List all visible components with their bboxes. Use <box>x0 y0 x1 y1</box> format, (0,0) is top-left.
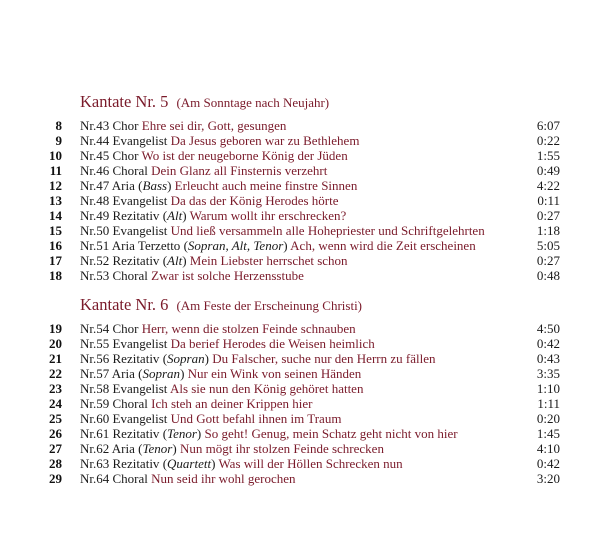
cantata-title: Kantate Nr. 6 <box>80 295 169 314</box>
voice-part: (Bass) <box>138 178 172 193</box>
movement-type: Chor <box>112 148 139 163</box>
track-description <box>80 411 341 426</box>
track-duration: 0:48 <box>536 268 560 283</box>
movement-type: Evangelist <box>112 133 168 148</box>
movement-number: Nr.54 <box>80 321 110 336</box>
movement-type: Evangelist <box>112 381 168 396</box>
movement-type: Rezitativ <box>112 456 160 471</box>
movement-number: Nr.64 <box>80 471 110 486</box>
movement-number: Nr.61 <box>80 426 110 441</box>
movement-text: Mein Liebster herrschet schon <box>189 253 348 268</box>
voice-name: Sopran <box>142 366 181 381</box>
movement-text: Und ließ versammeln alle Hohepriester und Schriftgelehrten <box>170 223 485 238</box>
track-list <box>0 118 599 283</box>
movement-type: Aria <box>111 441 135 456</box>
track-row <box>0 366 599 381</box>
track-description <box>80 238 476 253</box>
movement-type: Chor <box>112 321 139 336</box>
track-description <box>80 223 485 238</box>
track-number: 29 <box>49 471 62 486</box>
voice-name: Quartett <box>167 456 212 471</box>
track-list <box>0 321 599 486</box>
movement-number: Nr.63 <box>80 456 110 471</box>
movement-text: Herr, wenn die stolzen Feinde schnauben <box>141 321 356 336</box>
movement-text: Wo ist der neugeborne König der Jüden <box>141 148 348 163</box>
track-duration: 0:11 <box>537 193 560 208</box>
cantata-6-section <box>0 295 599 486</box>
track-duration: 0:27 <box>536 208 560 223</box>
track-row <box>0 321 599 336</box>
track-duration: 0:20 <box>536 411 560 426</box>
movement-text: So geht! Genug, mein Schatz geht nicht von hier <box>204 426 458 441</box>
movement-text: Nun seid ihr wohl gerochen <box>151 471 296 486</box>
movement-text: Warum wollt ihr erschrecken? <box>189 208 347 223</box>
track-duration: 1:11 <box>537 396 560 411</box>
track-description <box>80 193 339 208</box>
track-duration: 0:22 <box>536 133 560 148</box>
movement-number: Nr.57 <box>80 366 110 381</box>
movement-number: Nr.53 <box>80 268 110 283</box>
track-description <box>80 178 357 193</box>
track-number: 20 <box>49 336 62 351</box>
movement-number: Nr.58 <box>80 381 110 396</box>
track-duration: 0:49 <box>536 163 560 178</box>
track-duration: 1:45 <box>536 426 560 441</box>
movement-type: Evangelist <box>112 411 168 426</box>
track-description <box>80 208 346 223</box>
track-number: 19 <box>49 321 62 336</box>
track-duration: 0:42 <box>536 456 560 471</box>
track-number: 27 <box>49 441 62 456</box>
track-number: 17 <box>49 253 62 268</box>
track-row <box>0 193 599 208</box>
track-number: 18 <box>49 268 62 283</box>
movement-type: Rezitativ <box>112 351 160 366</box>
track-description <box>80 118 286 133</box>
track-number: 12 <box>49 178 62 193</box>
track-number: 10 <box>49 148 62 163</box>
movement-type: Rezitativ <box>112 426 160 441</box>
track-number: 25 <box>49 411 62 426</box>
movement-number: Nr.56 <box>80 351 110 366</box>
cantata-heading <box>80 92 599 114</box>
track-row <box>0 426 599 441</box>
track-row <box>0 441 599 456</box>
movement-text: Ach, wenn wird die Zeit erscheinen <box>290 238 476 253</box>
track-row <box>0 336 599 351</box>
track-row <box>0 208 599 223</box>
movement-type: Aria <box>111 366 135 381</box>
track-description <box>80 471 296 486</box>
track-number: 16 <box>49 238 62 253</box>
track-description <box>80 396 313 411</box>
track-number: 8 <box>55 118 62 133</box>
track-number: 13 <box>49 193 62 208</box>
track-description <box>80 133 359 148</box>
movement-type: Chor <box>112 118 139 133</box>
track-row <box>0 381 599 396</box>
movement-text: Da berief Herodes die Weisen heimlich <box>170 336 375 351</box>
movement-number: Nr.46 <box>80 163 110 178</box>
voice-part: (Quartett) <box>162 456 216 471</box>
track-row <box>0 223 599 238</box>
movement-number: Nr.51 <box>80 238 110 253</box>
movement-number: Nr.50 <box>80 223 110 238</box>
track-description <box>80 253 348 268</box>
track-row <box>0 471 599 486</box>
movement-text: Erleucht auch meine finstre Sinnen <box>174 178 358 193</box>
voice-part: (Sopran) <box>162 351 209 366</box>
movement-number: Nr.44 <box>80 133 110 148</box>
track-number: 23 <box>49 381 62 396</box>
track-row <box>0 133 599 148</box>
track-duration: 4:10 <box>536 441 560 456</box>
voice-name: Alt <box>167 253 183 268</box>
track-description <box>80 321 356 336</box>
track-row <box>0 411 599 426</box>
track-row <box>0 238 599 253</box>
track-number: 15 <box>49 223 62 238</box>
track-description <box>80 268 304 283</box>
movement-type: Rezitativ <box>112 208 160 223</box>
track-duration: 0:42 <box>536 336 560 351</box>
track-row <box>0 456 599 471</box>
movement-number: Nr.55 <box>80 336 110 351</box>
track-number: 11 <box>49 163 62 178</box>
cantata-subtitle: (Am Sonntage nach Neujahr) <box>176 95 330 110</box>
movement-number: Nr.60 <box>80 411 110 426</box>
movement-type: Rezitativ <box>112 253 160 268</box>
voice-name: Sopran, Alt, Tenor <box>187 238 284 253</box>
track-description <box>80 148 348 163</box>
voice-name: Tenor <box>167 426 197 441</box>
voice-part: (Sopran) <box>138 366 185 381</box>
movement-number: Nr.49 <box>80 208 110 223</box>
movement-text: Nur ein Wink von seinen Händen <box>187 366 362 381</box>
track-number: 14 <box>49 208 62 223</box>
voice-name: Alt <box>167 208 183 223</box>
movement-number: Nr.45 <box>80 148 110 163</box>
track-description <box>80 426 458 441</box>
track-duration: 5:05 <box>536 238 560 253</box>
track-row <box>0 396 599 411</box>
voice-part: (Sopran, Alt, Tenor) <box>183 238 288 253</box>
track-description <box>80 456 403 471</box>
voice-part: (Tenor) <box>162 426 202 441</box>
voice-name: Bass <box>142 178 168 193</box>
track-description <box>80 351 435 366</box>
movement-text: Und Gott befahl ihnen im Traum <box>170 411 342 426</box>
track-number: 21 <box>49 351 62 366</box>
movement-text: Da Jesus geboren war zu Bethlehem <box>170 133 360 148</box>
movement-text: Was will der Höllen Schrecken nun <box>218 456 403 471</box>
movement-text: Als sie nun den König gehöret hatten <box>169 381 364 396</box>
track-duration: 1:55 <box>536 148 560 163</box>
movement-type: Aria Terzetto <box>111 238 181 253</box>
track-duration: 3:20 <box>536 471 560 486</box>
movement-number: Nr.43 <box>80 118 110 133</box>
movement-text: Nun mögt ihr stolzen Feinde schrecken <box>179 441 384 456</box>
movement-type: Evangelist <box>112 336 168 351</box>
track-number: 24 <box>49 396 62 411</box>
track-row <box>0 351 599 366</box>
track-row <box>0 148 599 163</box>
movement-number: Nr.47 <box>80 178 110 193</box>
movement-type: Choral <box>112 471 148 486</box>
movement-text: Du Falscher, suche nur den Herrn zu fällen <box>212 351 436 366</box>
cantata-subtitle: (Am Feste der Erscheinung Christi) <box>176 298 363 313</box>
movement-number: Nr.52 <box>80 253 110 268</box>
track-description <box>80 381 363 396</box>
movement-text: Da das der König Herodes hörte <box>170 193 339 208</box>
track-duration: 4:50 <box>536 321 560 336</box>
movement-number: Nr.59 <box>80 396 110 411</box>
track-number: 28 <box>49 456 62 471</box>
movement-text: Ich steh an deiner Krippen hier <box>151 396 313 411</box>
track-row <box>0 268 599 283</box>
movement-type: Evangelist <box>112 193 168 208</box>
voice-name: Tenor <box>142 441 173 456</box>
track-number: 9 <box>55 133 62 148</box>
track-duration: 0:27 <box>536 253 560 268</box>
movement-number: Nr.62 <box>80 441 110 456</box>
voice-name: Sopran <box>167 351 205 366</box>
track-duration: 3:35 <box>536 366 560 381</box>
track-duration: 0:43 <box>536 351 560 366</box>
voice-part: (Tenor) <box>138 441 177 456</box>
track-description <box>80 441 384 456</box>
movement-type: Evangelist <box>112 223 168 238</box>
track-duration: 4:22 <box>536 178 560 193</box>
track-duration: 1:10 <box>536 381 560 396</box>
cantata-5-section <box>0 92 599 283</box>
movement-type: Choral <box>112 396 148 411</box>
track-description <box>80 163 327 178</box>
cantata-heading <box>80 295 599 317</box>
movement-text: Ehre sei dir, Gott, gesungen <box>141 118 287 133</box>
track-row <box>0 163 599 178</box>
track-number: 22 <box>49 366 62 381</box>
movement-text: Zwar ist solche Herzensstube <box>151 268 304 283</box>
movement-number: Nr.48 <box>80 193 110 208</box>
voice-part: (Alt) <box>162 253 187 268</box>
track-row <box>0 253 599 268</box>
movement-text: Dein Glanz all Finsternis verzehrt <box>151 163 328 178</box>
track-description <box>80 366 361 381</box>
track-row <box>0 178 599 193</box>
track-number: 26 <box>49 426 62 441</box>
track-row <box>0 118 599 133</box>
voice-part: (Alt) <box>162 208 187 223</box>
movement-type: Choral <box>112 163 148 178</box>
track-description <box>80 336 375 351</box>
track-duration: 6:07 <box>536 118 560 133</box>
cantata-title: Kantate Nr. 5 <box>80 92 169 111</box>
track-duration: 1:18 <box>536 223 560 238</box>
movement-type: Aria <box>111 178 135 193</box>
movement-type: Choral <box>112 268 148 283</box>
